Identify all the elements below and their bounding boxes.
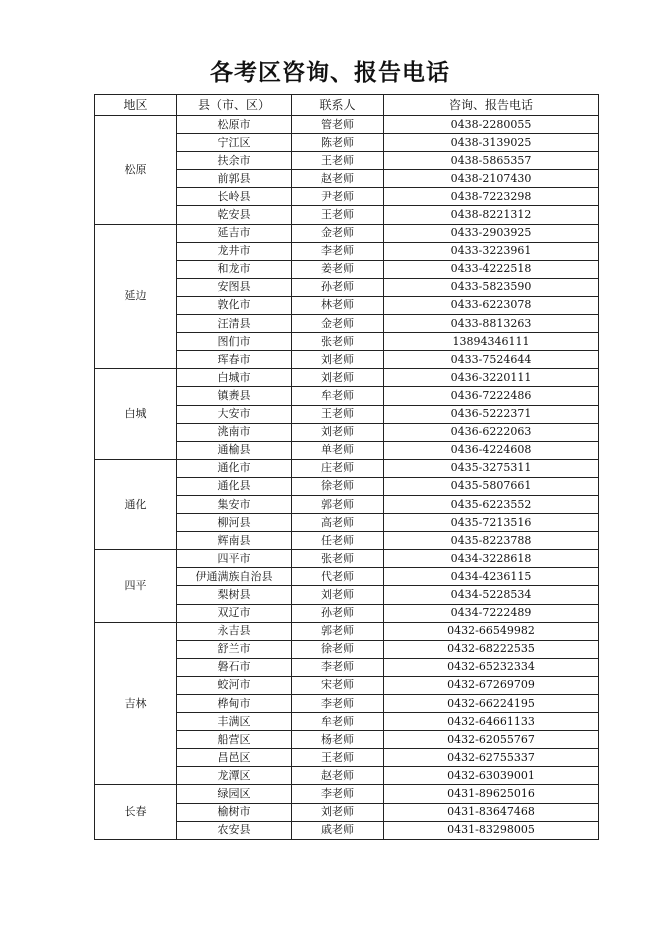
phone-cell: 0431-83298005 [384,821,599,839]
region-cell: 吉林 [95,622,177,785]
phone-cell: 0434-7222489 [384,604,599,622]
county-cell: 安图县 [177,278,292,296]
region-cell: 白城 [95,369,177,459]
county-cell: 镇赉县 [177,387,292,405]
phone-cell: 0432-68222535 [384,640,599,658]
county-cell: 通榆县 [177,441,292,459]
contact-cell: 徐老师 [292,640,384,658]
phone-cell: 0435-7213516 [384,514,599,532]
contact-cell: 代老师 [292,568,384,586]
county-cell: 和龙市 [177,260,292,278]
phone-cell: 0438-3139025 [384,134,599,152]
header-county: 县（市、区） [177,95,292,116]
contact-cell: 徐老师 [292,477,384,495]
contact-cell: 任老师 [292,532,384,550]
document-title: 各考区咨询、报告电话 [210,60,450,86]
contact-cell: 王老师 [292,749,384,767]
county-cell: 丰满区 [177,713,292,731]
header-contact: 联系人 [292,95,384,116]
phone-cell: 13894346111 [384,333,599,351]
contact-cell: 张老师 [292,550,384,568]
phone-cell: 0438-2107430 [384,170,599,188]
phone-cell: 0431-83647468 [384,803,599,821]
contact-cell: 李老师 [292,785,384,803]
phone-cell: 0435-8223788 [384,532,599,550]
county-cell: 磐石市 [177,658,292,676]
county-cell: 伊通满族自治县 [177,568,292,586]
phone-cell: 0432-64661133 [384,713,599,731]
county-cell: 宁江区 [177,134,292,152]
table-body [95,116,599,840]
county-cell: 前郭县 [177,170,292,188]
phone-cell: 0432-66549982 [384,622,599,640]
contact-cell: 刘老师 [292,351,384,369]
phone-cell: 0432-66224195 [384,695,599,713]
contact-cell: 王老师 [292,405,384,423]
county-cell: 龙井市 [177,242,292,260]
county-cell: 昌邑区 [177,749,292,767]
contact-cell: 王老师 [292,152,384,170]
county-cell: 敦化市 [177,296,292,314]
contact-cell: 金老师 [292,224,384,242]
phone-cell: 0434-4236115 [384,568,599,586]
phone-cell: 0432-62755337 [384,749,599,767]
phone-cell: 0438-5865357 [384,152,599,170]
contact-table [94,94,599,840]
phone-cell: 0438-2280055 [384,116,599,134]
county-cell: 长岭县 [177,188,292,206]
region-cell: 四平 [95,550,177,622]
county-cell: 永吉县 [177,622,292,640]
county-cell: 双辽市 [177,604,292,622]
contact-cell: 牟老师 [292,387,384,405]
contact-cell: 张老师 [292,333,384,351]
contact-cell: 高老师 [292,514,384,532]
phone-cell: 0438-7223298 [384,188,599,206]
contact-cell: 赵老师 [292,170,384,188]
phone-cell: 0433-2903925 [384,224,599,242]
phone-cell: 0436-4224608 [384,441,599,459]
county-cell: 蛟河市 [177,676,292,694]
contact-cell: 单老师 [292,441,384,459]
county-cell: 辉南县 [177,532,292,550]
contact-cell: 宋老师 [292,676,384,694]
table-row [95,785,599,803]
county-cell: 榆树市 [177,803,292,821]
contact-cell: 郭老师 [292,622,384,640]
county-cell: 柳河县 [177,514,292,532]
county-cell: 四平市 [177,550,292,568]
contact-cell: 林老师 [292,296,384,314]
phone-cell: 0434-3228618 [384,550,599,568]
table-row [95,224,599,242]
phone-cell: 0433-5823590 [384,278,599,296]
contact-cell: 杨老师 [292,731,384,749]
phone-cell: 0438-8221312 [384,206,599,224]
contact-cell: 刘老师 [292,803,384,821]
contact-cell: 刘老师 [292,586,384,604]
county-cell: 汪清县 [177,315,292,333]
contact-cell: 陈老师 [292,134,384,152]
phone-cell: 0435-3275311 [384,459,599,477]
table-header-row [95,95,599,116]
phone-cell: 0436-5222371 [384,405,599,423]
contact-cell: 刘老师 [292,369,384,387]
county-cell: 图们市 [177,333,292,351]
county-cell: 龙潭区 [177,767,292,785]
phone-cell: 0436-7222486 [384,387,599,405]
county-cell: 桦甸市 [177,695,292,713]
phone-cell: 0436-6222063 [384,423,599,441]
county-cell: 舒兰市 [177,640,292,658]
region-cell: 延边 [95,224,177,369]
table-row [95,622,599,640]
contact-cell: 戚老师 [292,821,384,839]
phone-cell: 0432-63039001 [384,767,599,785]
county-cell: 农安县 [177,821,292,839]
county-cell: 通化县 [177,477,292,495]
county-cell: 乾安县 [177,206,292,224]
table-row [95,116,599,134]
contact-cell: 刘老师 [292,423,384,441]
county-cell: 绿园区 [177,785,292,803]
phone-cell: 0432-67269709 [384,676,599,694]
contact-cell: 李老师 [292,242,384,260]
table-row [95,369,599,387]
contact-cell: 孙老师 [292,278,384,296]
table-row [95,550,599,568]
county-cell: 洮南市 [177,423,292,441]
header-phone: 咨询、报告电话 [384,95,599,116]
county-cell: 梨树县 [177,586,292,604]
contact-cell: 金老师 [292,315,384,333]
phone-cell: 0432-65232334 [384,658,599,676]
county-cell: 白城市 [177,369,292,387]
contact-cell: 牟老师 [292,713,384,731]
contact-cell: 孙老师 [292,604,384,622]
phone-cell: 0431-89625016 [384,785,599,803]
county-cell: 延吉市 [177,224,292,242]
county-cell: 珲春市 [177,351,292,369]
county-cell: 船营区 [177,731,292,749]
phone-cell: 0435-5807661 [384,477,599,495]
county-cell: 大安市 [177,405,292,423]
table-row [95,459,599,477]
contact-cell: 尹老师 [292,188,384,206]
county-cell: 扶余市 [177,152,292,170]
contact-cell: 庄老师 [292,459,384,477]
phone-cell: 0433-6223078 [384,296,599,314]
phone-cell: 0432-62055767 [384,731,599,749]
contact-cell: 赵老师 [292,767,384,785]
contact-cell: 郭老师 [292,495,384,513]
contact-cell: 管老师 [292,116,384,134]
region-cell: 松原 [95,116,177,225]
phone-cell: 0436-3220111 [384,369,599,387]
region-cell: 通化 [95,459,177,549]
county-cell: 集安市 [177,495,292,513]
contact-cell: 王老师 [292,206,384,224]
phone-cell: 0434-5228534 [384,586,599,604]
header-region: 地区 [95,95,177,116]
phone-cell: 0433-3223961 [384,242,599,260]
county-cell: 通化市 [177,459,292,477]
phone-cell: 0433-7524644 [384,351,599,369]
county-cell: 松原市 [177,116,292,134]
phone-cell: 0433-4222518 [384,260,599,278]
contact-cell: 李老师 [292,695,384,713]
region-cell: 长春 [95,785,177,839]
contact-cell: 姜老师 [292,260,384,278]
contact-cell: 李老师 [292,658,384,676]
phone-cell: 0433-8813263 [384,315,599,333]
phone-cell: 0435-6223552 [384,495,599,513]
